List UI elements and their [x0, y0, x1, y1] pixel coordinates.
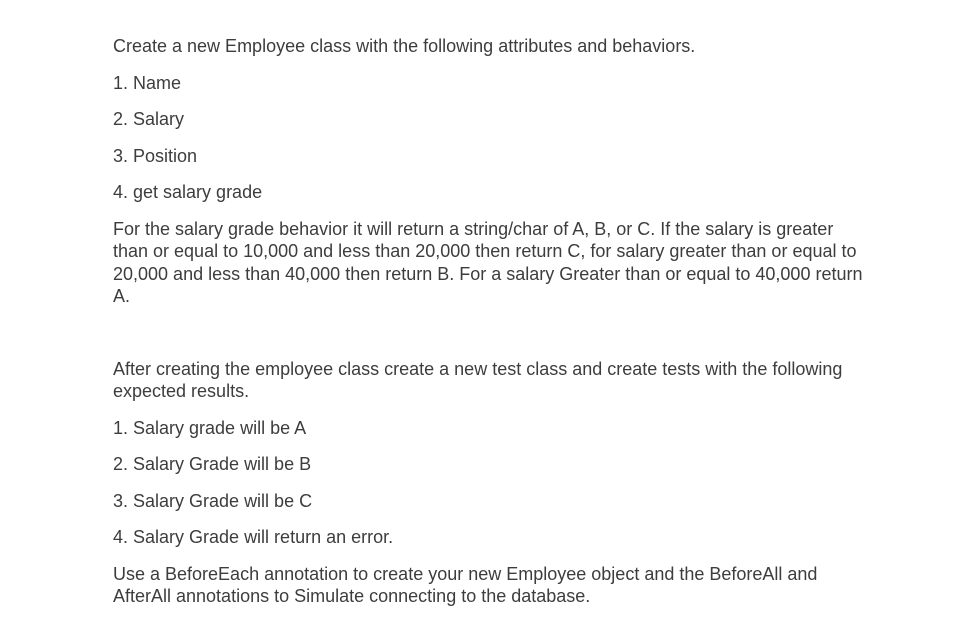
attribute-item-name: 1. Name [113, 72, 182, 93]
test-item-grade-a: 1. Salary grade will be A [113, 417, 307, 438]
attribute-item-position: 3. Position [113, 145, 198, 166]
test-item-grade-b: 2. Salary Grade will be B [113, 454, 312, 474]
section2-intro: After creating the employee class create a new test class and create tests with the following expected results. [113, 358, 843, 401]
annotations-instruction: Use a BeforeEach annotation to create your new Employee object and the BeforeAll and AfterAll annotations to Simulate connecting to the database. [113, 563, 818, 606]
section1-intro: Create a new Employee class with the following attributes and behaviors. [113, 36, 696, 56]
salary-grade-description: For the salary grade behavior it will return a string/char of A, B, or C. If the salary is greater than or equal to 10,000 and less than 20,000 then return C, for salary greater than or equal to 20,000 and less than 40,000 then return B. For a salary Greater than or equal to 40,000 return A. [113, 218, 863, 306]
section-spacer [113, 322, 873, 358]
attribute-item-salary: 2. Salary [113, 109, 185, 129]
attribute-item-salary-grade: 4. get salary grade [113, 182, 263, 202]
test-item-grade-c: 3. Salary Grade will be C [113, 490, 313, 511]
assignment-document [113, 35, 873, 622]
test-item-error: 4. Salary Grade will return an error. [113, 527, 394, 547]
